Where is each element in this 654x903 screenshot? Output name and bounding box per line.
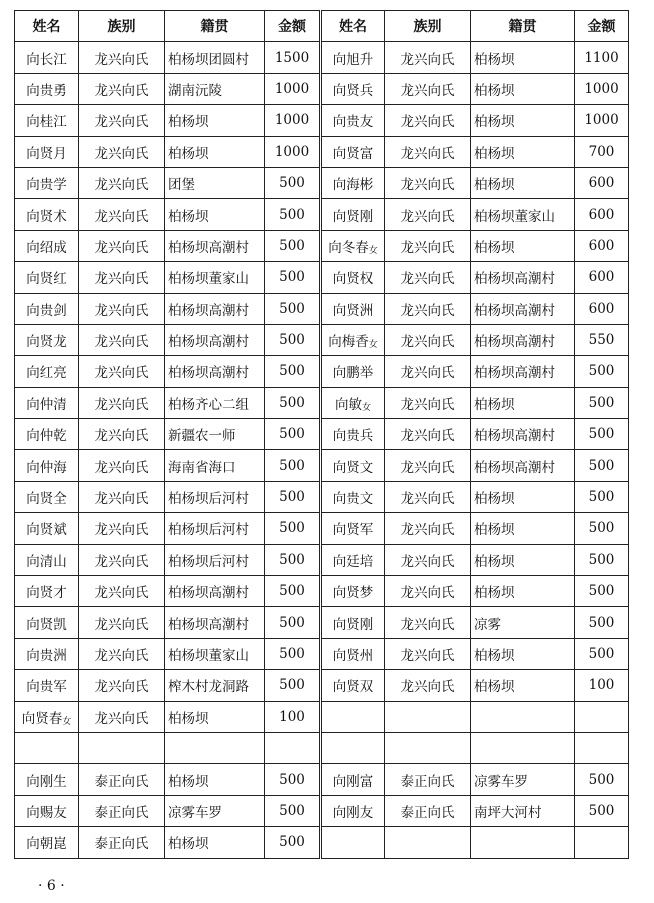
donor-origin-right: 柏杨坝 [471, 167, 575, 198]
donor-origin-right: 柏杨坝 [471, 670, 575, 701]
donor-clan-right: 龙兴向氏 [385, 356, 471, 387]
donor-name-right [321, 732, 385, 763]
donation-amount-left: 500 [265, 607, 321, 638]
table-row [15, 701, 629, 732]
donor-name-text: 向仲海 [26, 459, 67, 476]
donor-origin-left: 柏杨坝董家山 [165, 638, 265, 669]
table-row [15, 732, 629, 763]
donor-origin-right: 柏杨坝高潮村 [471, 419, 575, 450]
table-row [15, 576, 629, 607]
donor-name-text: 向刚友 [332, 804, 374, 821]
donor-origin-right: 柏杨坝 [471, 42, 575, 73]
table-row [15, 167, 629, 198]
donor-name-text: 向梅香 [328, 334, 369, 351]
donor-name-text: 向贤月 [26, 145, 67, 162]
donor-name-left [15, 262, 79, 293]
header-name-left: 姓名 [15, 11, 79, 42]
donor-name-right [321, 795, 385, 826]
donor-name-text: 向贤富 [332, 145, 374, 162]
donor-origin-right: 柏杨坝 [471, 73, 575, 104]
donor-name-text: 向贤兵 [332, 82, 374, 99]
donation-amount-right: 600 [575, 293, 629, 324]
donor-clan-right: 泰正向氏 [385, 795, 471, 826]
donor-origin-left: 柏杨坝 [165, 105, 265, 136]
header-amount-left: 金额 [265, 11, 321, 42]
donor-name-right [321, 356, 385, 387]
donor-clan-left: 龙兴向氏 [79, 324, 165, 355]
table-row [15, 827, 629, 858]
donor-name-text: 向红亮 [26, 365, 67, 382]
donor-name-text: 向赐友 [26, 804, 67, 821]
table-row [15, 42, 629, 73]
donation-amount-right: 500 [575, 481, 629, 512]
donation-amount-left: 500 [265, 513, 321, 544]
donation-amount-left: 1000 [265, 105, 321, 136]
donor-name-right [321, 199, 385, 230]
donation-amount-left: 500 [265, 481, 321, 512]
table-row [15, 105, 629, 136]
donor-origin-left: 湖南沅陵 [165, 73, 265, 104]
donor-name-right [321, 607, 385, 638]
donor-origin-right: 凉雾 [471, 607, 575, 638]
header-name-right: 姓名 [321, 11, 385, 42]
donor-name-text: 向贤双 [332, 679, 374, 696]
donor-name-text: 向贵军 [26, 679, 67, 696]
donor-name-right [321, 638, 385, 669]
donor-clan-right: 龙兴向氏 [385, 607, 471, 638]
donor-name-right [321, 324, 385, 355]
donor-clan-left: 龙兴向氏 [79, 199, 165, 230]
donor-origin-right: 柏杨坝 [471, 387, 575, 418]
donor-origin-left: 柏杨坝高潮村 [165, 576, 265, 607]
donor-clan-right: 龙兴向氏 [385, 42, 471, 73]
donor-clan-right: 龙兴向氏 [385, 576, 471, 607]
donor-name-left [15, 795, 79, 826]
donor-origin-right: 柏杨坝高潮村 [471, 324, 575, 355]
donation-amount-left: 500 [265, 450, 321, 481]
donor-name-text: 向贤洲 [332, 302, 374, 319]
donor-name-right [321, 262, 385, 293]
donation-amount-left: 500 [265, 387, 321, 418]
donation-amount-right: 500 [575, 356, 629, 387]
donor-name-left [15, 638, 79, 669]
donor-clan-left: 龙兴向氏 [79, 356, 165, 387]
donor-name-left [15, 73, 79, 104]
table-row [15, 638, 629, 669]
donor-clan-right: 龙兴向氏 [385, 481, 471, 512]
donor-clan-left: 泰正向氏 [79, 827, 165, 858]
donor-name-text: 向贤州 [332, 648, 374, 664]
donor-origin-left: 海南省海口 [165, 450, 265, 481]
donation-amount-right: 500 [575, 607, 629, 638]
donor-name-left [15, 293, 79, 324]
donor-clan-right: 龙兴向氏 [385, 419, 471, 450]
donor-name-left [15, 42, 79, 73]
header-origin-right: 籍贯 [471, 11, 575, 42]
donor-name-right [321, 167, 385, 198]
donor-name-left [15, 701, 79, 732]
donation-amount-right: 1000 [575, 73, 629, 104]
donation-amount-left: 500 [265, 293, 321, 324]
donation-amount-left: 500 [265, 324, 321, 355]
donor-clan-right: 泰正向氏 [385, 764, 471, 795]
donor-origin-left: 凉雾车罗 [165, 795, 265, 826]
donor-origin-left [165, 732, 265, 763]
donor-name-text: 向贤刚 [332, 616, 374, 633]
donor-name-text: 向贵洲 [26, 648, 67, 664]
donor-name-text: 向刚生 [26, 773, 67, 790]
donor-name-left [15, 764, 79, 795]
donor-name-right [321, 230, 385, 261]
table-row [15, 136, 629, 167]
table-row [15, 199, 629, 230]
donor-name-text: 向海彬 [332, 177, 374, 194]
donation-amount-right [575, 732, 629, 763]
table-row [15, 262, 629, 293]
donor-name-text: 向贵友 [332, 114, 374, 131]
donor-origin-right: 柏杨坝 [471, 105, 575, 136]
gender-mark: 女 [368, 245, 378, 256]
donation-amount-left [265, 732, 321, 763]
donor-name-text: 向绍成 [26, 239, 67, 256]
donor-name-left [15, 732, 79, 763]
donation-amount-right: 600 [575, 262, 629, 293]
donor-clan-right: 龙兴向氏 [385, 167, 471, 198]
donor-origin-right: 柏杨坝 [471, 513, 575, 544]
donor-origin-left: 柏杨坝 [165, 827, 265, 858]
donor-clan-right: 龙兴向氏 [385, 513, 471, 544]
donor-clan-right: 龙兴向氏 [385, 230, 471, 261]
donor-clan-left: 龙兴向氏 [79, 387, 165, 418]
donor-name-text: 向旭升 [332, 51, 374, 68]
donation-amount-right: 500 [575, 387, 629, 418]
table-row [15, 670, 629, 701]
donor-clan-right: 龙兴向氏 [385, 638, 471, 669]
donation-amount-left: 500 [265, 419, 321, 450]
donor-name-right [321, 576, 385, 607]
donor-clan-left: 龙兴向氏 [79, 73, 165, 104]
donor-clan-left: 龙兴向氏 [79, 481, 165, 512]
donation-amount-right [575, 701, 629, 732]
donor-name-left [15, 513, 79, 544]
donor-name-right [321, 670, 385, 701]
donor-origin-left: 柏杨坝 [165, 764, 265, 795]
donor-origin-right: 柏杨坝 [471, 136, 575, 167]
donor-clan-left: 龙兴向氏 [79, 670, 165, 701]
donor-origin-right: 柏杨坝 [471, 638, 575, 669]
donor-name-text: 向刚富 [332, 773, 374, 790]
donor-origin-right: 柏杨坝高潮村 [471, 262, 575, 293]
donation-amount-right: 500 [575, 513, 629, 544]
donor-name-text: 向清山 [26, 553, 67, 570]
donor-name-right [321, 419, 385, 450]
donor-name-left [15, 450, 79, 481]
donor-clan-left: 龙兴向氏 [79, 450, 165, 481]
donor-name-text: 向贵学 [26, 177, 67, 194]
donor-name-left [15, 481, 79, 512]
donor-name-left [15, 167, 79, 198]
donor-name-text: 向贤刚 [332, 208, 374, 225]
donor-name-right [321, 136, 385, 167]
donor-name-right [321, 73, 385, 104]
donor-name-right [321, 481, 385, 512]
table-row [15, 607, 629, 638]
donor-name-text: 向冬春 [328, 239, 369, 256]
donor-clan-right: 龙兴向氏 [385, 544, 471, 575]
donor-origin-right: 柏杨坝 [471, 576, 575, 607]
donation-amount-right: 500 [575, 576, 629, 607]
donor-clan-left: 龙兴向氏 [79, 293, 165, 324]
donor-name-left [15, 136, 79, 167]
table-row [15, 450, 629, 481]
donation-amount-left: 500 [265, 764, 321, 795]
donor-clan-left: 龙兴向氏 [79, 167, 165, 198]
table-row [15, 481, 629, 512]
donor-clan-right: 龙兴向氏 [385, 293, 471, 324]
donation-amount-left: 500 [265, 262, 321, 293]
gender-mark: 女 [361, 402, 371, 413]
header-clan-left: 族别 [79, 11, 165, 42]
donor-clan-left [79, 732, 165, 763]
donor-name-left [15, 607, 79, 638]
donation-amount-right: 500 [575, 795, 629, 826]
donor-name-right [321, 450, 385, 481]
donor-name-right [321, 293, 385, 324]
donor-clan-right: 龙兴向氏 [385, 387, 471, 418]
donation-amount-right: 600 [575, 199, 629, 230]
table-row [15, 544, 629, 575]
donor-origin-right: 柏杨坝高潮村 [471, 293, 575, 324]
donor-clan-right: 龙兴向氏 [385, 105, 471, 136]
donor-origin-right: 柏杨坝董家山 [471, 199, 575, 230]
donor-name-text: 向仲清 [26, 396, 67, 413]
donor-name-text: 向鹏举 [332, 365, 374, 382]
donor-clan-left: 龙兴向氏 [79, 42, 165, 73]
donor-origin-left: 柏杨坝 [165, 136, 265, 167]
donor-origin-right [471, 701, 575, 732]
donor-clan-left: 龙兴向氏 [79, 262, 165, 293]
donor-clan-right: 龙兴向氏 [385, 324, 471, 355]
donor-clan-left: 龙兴向氏 [79, 701, 165, 732]
donor-origin-right: 柏杨坝 [471, 230, 575, 261]
table-row [15, 795, 629, 826]
donation-amount-left: 500 [265, 827, 321, 858]
donor-name-right [321, 105, 385, 136]
donor-clan-left: 龙兴向氏 [79, 230, 165, 261]
donor-name-text: 向贵勇 [26, 82, 67, 99]
donor-origin-left: 柏杨坝 [165, 199, 265, 230]
donor-name-left [15, 199, 79, 230]
donor-origin-left: 新疆农一师 [165, 419, 265, 450]
donor-name-text: 向贵兵 [332, 428, 374, 445]
donation-amount-right [575, 827, 629, 858]
donor-name-text: 向贤术 [26, 208, 67, 225]
donor-clan-left: 泰正向氏 [79, 795, 165, 826]
donation-amount-left: 500 [265, 670, 321, 701]
donor-origin-left: 柏杨坝高潮村 [165, 324, 265, 355]
donation-amount-right: 1000 [575, 105, 629, 136]
donor-clan-left: 龙兴向氏 [79, 544, 165, 575]
donor-name-right [321, 544, 385, 575]
donation-amount-right: 500 [575, 450, 629, 481]
donor-name-left [15, 827, 79, 858]
donor-origin-left: 柏杨坝董家山 [165, 262, 265, 293]
donor-name-left [15, 105, 79, 136]
donor-name-left [15, 576, 79, 607]
donation-amount-left: 500 [265, 230, 321, 261]
donor-origin-left: 柏杨坝团圆村 [165, 42, 265, 73]
donor-name-right [321, 701, 385, 732]
donor-clan-right: 龙兴向氏 [385, 136, 471, 167]
donor-clan-right [385, 827, 471, 858]
donation-table [14, 10, 629, 859]
donation-amount-left: 500 [265, 199, 321, 230]
donor-name-left [15, 419, 79, 450]
donor-origin-right: 凉雾车罗 [471, 764, 575, 795]
donation-amount-right: 500 [575, 764, 629, 795]
donation-amount-left: 500 [265, 638, 321, 669]
donor-clan-left: 龙兴向氏 [79, 419, 165, 450]
donor-name-left [15, 387, 79, 418]
donor-name-right [321, 42, 385, 73]
donation-amount-right: 500 [575, 419, 629, 450]
donor-origin-left: 榨木村龙洞路 [165, 670, 265, 701]
donor-clan-left: 龙兴向氏 [79, 607, 165, 638]
table-row [15, 324, 629, 355]
table-body [15, 42, 629, 858]
donor-name-right [321, 827, 385, 858]
donor-clan-right: 龙兴向氏 [385, 199, 471, 230]
donor-origin-left: 团堡 [165, 167, 265, 198]
donor-name-text: 向贤梦 [332, 585, 374, 602]
table-header-row [15, 11, 629, 42]
donor-origin-left: 柏杨坝高潮村 [165, 230, 265, 261]
table-row [15, 387, 629, 418]
donation-amount-left: 1000 [265, 136, 321, 167]
donation-amount-left: 1500 [265, 42, 321, 73]
header-origin-left: 籍贯 [165, 11, 265, 42]
donation-amount-left: 500 [265, 795, 321, 826]
donation-amount-right: 500 [575, 544, 629, 575]
donor-origin-left: 柏杨齐心二组 [165, 387, 265, 418]
donor-name-right [321, 764, 385, 795]
donor-origin-left: 柏杨坝后河村 [165, 481, 265, 512]
donor-origin-left: 柏杨坝 [165, 701, 265, 732]
donor-name-text: 向贵剑 [26, 302, 67, 319]
table-row [15, 73, 629, 104]
table-row [15, 513, 629, 544]
donation-amount-left: 1000 [265, 73, 321, 104]
donor-clan-right: 龙兴向氏 [385, 670, 471, 701]
donor-clan-left: 龙兴向氏 [79, 576, 165, 607]
donor-clan-right [385, 732, 471, 763]
gender-mark: 女 [368, 340, 378, 351]
donation-amount-left: 500 [265, 544, 321, 575]
donation-amount-right: 500 [575, 638, 629, 669]
donor-name-text: 向长江 [26, 51, 67, 68]
table-row [15, 356, 629, 387]
donor-clan-right: 龙兴向氏 [385, 262, 471, 293]
donor-origin-left: 柏杨坝高潮村 [165, 293, 265, 324]
donor-name-left [15, 230, 79, 261]
donor-name-left [15, 670, 79, 701]
donation-table-sheet [14, 10, 628, 859]
donor-origin-left: 柏杨坝高潮村 [165, 356, 265, 387]
donor-origin-right: 柏杨坝高潮村 [471, 450, 575, 481]
donor-clan-right: 龙兴向氏 [385, 73, 471, 104]
donor-name-text: 向贤军 [332, 522, 374, 539]
donor-name-text: 向贤红 [26, 271, 67, 288]
table-row [15, 230, 629, 261]
table-row [15, 419, 629, 450]
donor-name-right [321, 513, 385, 544]
donation-amount-left: 500 [265, 356, 321, 387]
donor-clan-left: 泰正向氏 [79, 764, 165, 795]
donor-name-text: 向廷培 [332, 553, 374, 570]
donor-clan-right [385, 701, 471, 732]
donor-origin-right [471, 827, 575, 858]
donation-amount-right: 700 [575, 136, 629, 167]
donation-amount-right: 100 [575, 670, 629, 701]
donor-origin-right: 柏杨坝高潮村 [471, 356, 575, 387]
donor-origin-right: 南坪大河村 [471, 795, 575, 826]
donor-name-text: 向朝崑 [26, 836, 67, 853]
donor-origin-left: 柏杨坝后河村 [165, 513, 265, 544]
donor-name-text: 向敏 [334, 396, 362, 413]
page-number: · 6 · [38, 878, 65, 894]
donor-clan-left: 龙兴向氏 [79, 105, 165, 136]
donor-name-left [15, 324, 79, 355]
donor-clan-left: 龙兴向氏 [79, 638, 165, 669]
donation-amount-left: 500 [265, 167, 321, 198]
table-row [15, 293, 629, 324]
donation-amount-left: 100 [265, 701, 321, 732]
donor-name-text: 向贤才 [26, 585, 67, 602]
donation-amount-right: 1100 [575, 42, 629, 73]
donor-clan-left: 龙兴向氏 [79, 513, 165, 544]
header-amount-right: 金额 [575, 11, 629, 42]
donor-name-text: 向贤春 [21, 710, 63, 727]
donor-name-text: 向贤权 [332, 271, 374, 288]
donor-name-text: 向贤文 [332, 459, 374, 476]
donor-name-text: 向贤斌 [26, 522, 67, 539]
header-clan-right: 族别 [385, 11, 471, 42]
table-row [15, 764, 629, 795]
donor-name-text: 向桂江 [26, 114, 67, 131]
donor-name-right [321, 387, 385, 418]
donor-name-left [15, 356, 79, 387]
donor-origin-right: 柏杨坝 [471, 544, 575, 575]
donor-name-text: 向仲乾 [26, 428, 67, 445]
donor-origin-right: 柏杨坝 [471, 481, 575, 512]
donor-origin-right [471, 732, 575, 763]
donor-clan-right: 龙兴向氏 [385, 450, 471, 481]
donor-clan-left: 龙兴向氏 [79, 136, 165, 167]
gender-mark: 女 [62, 716, 72, 727]
donor-origin-left: 柏杨坝高潮村 [165, 607, 265, 638]
donation-amount-right: 600 [575, 167, 629, 198]
donor-name-text: 向贤凯 [26, 616, 67, 633]
donor-name-text: 向贤龙 [26, 334, 67, 351]
donor-origin-left: 柏杨坝后河村 [165, 544, 265, 575]
donation-amount-right: 600 [575, 230, 629, 261]
donation-amount-right: 550 [575, 324, 629, 355]
donor-name-text: 向贤全 [26, 491, 67, 508]
donation-amount-left: 500 [265, 576, 321, 607]
donor-name-left [15, 544, 79, 575]
donor-name-text: 向贵文 [332, 491, 374, 508]
